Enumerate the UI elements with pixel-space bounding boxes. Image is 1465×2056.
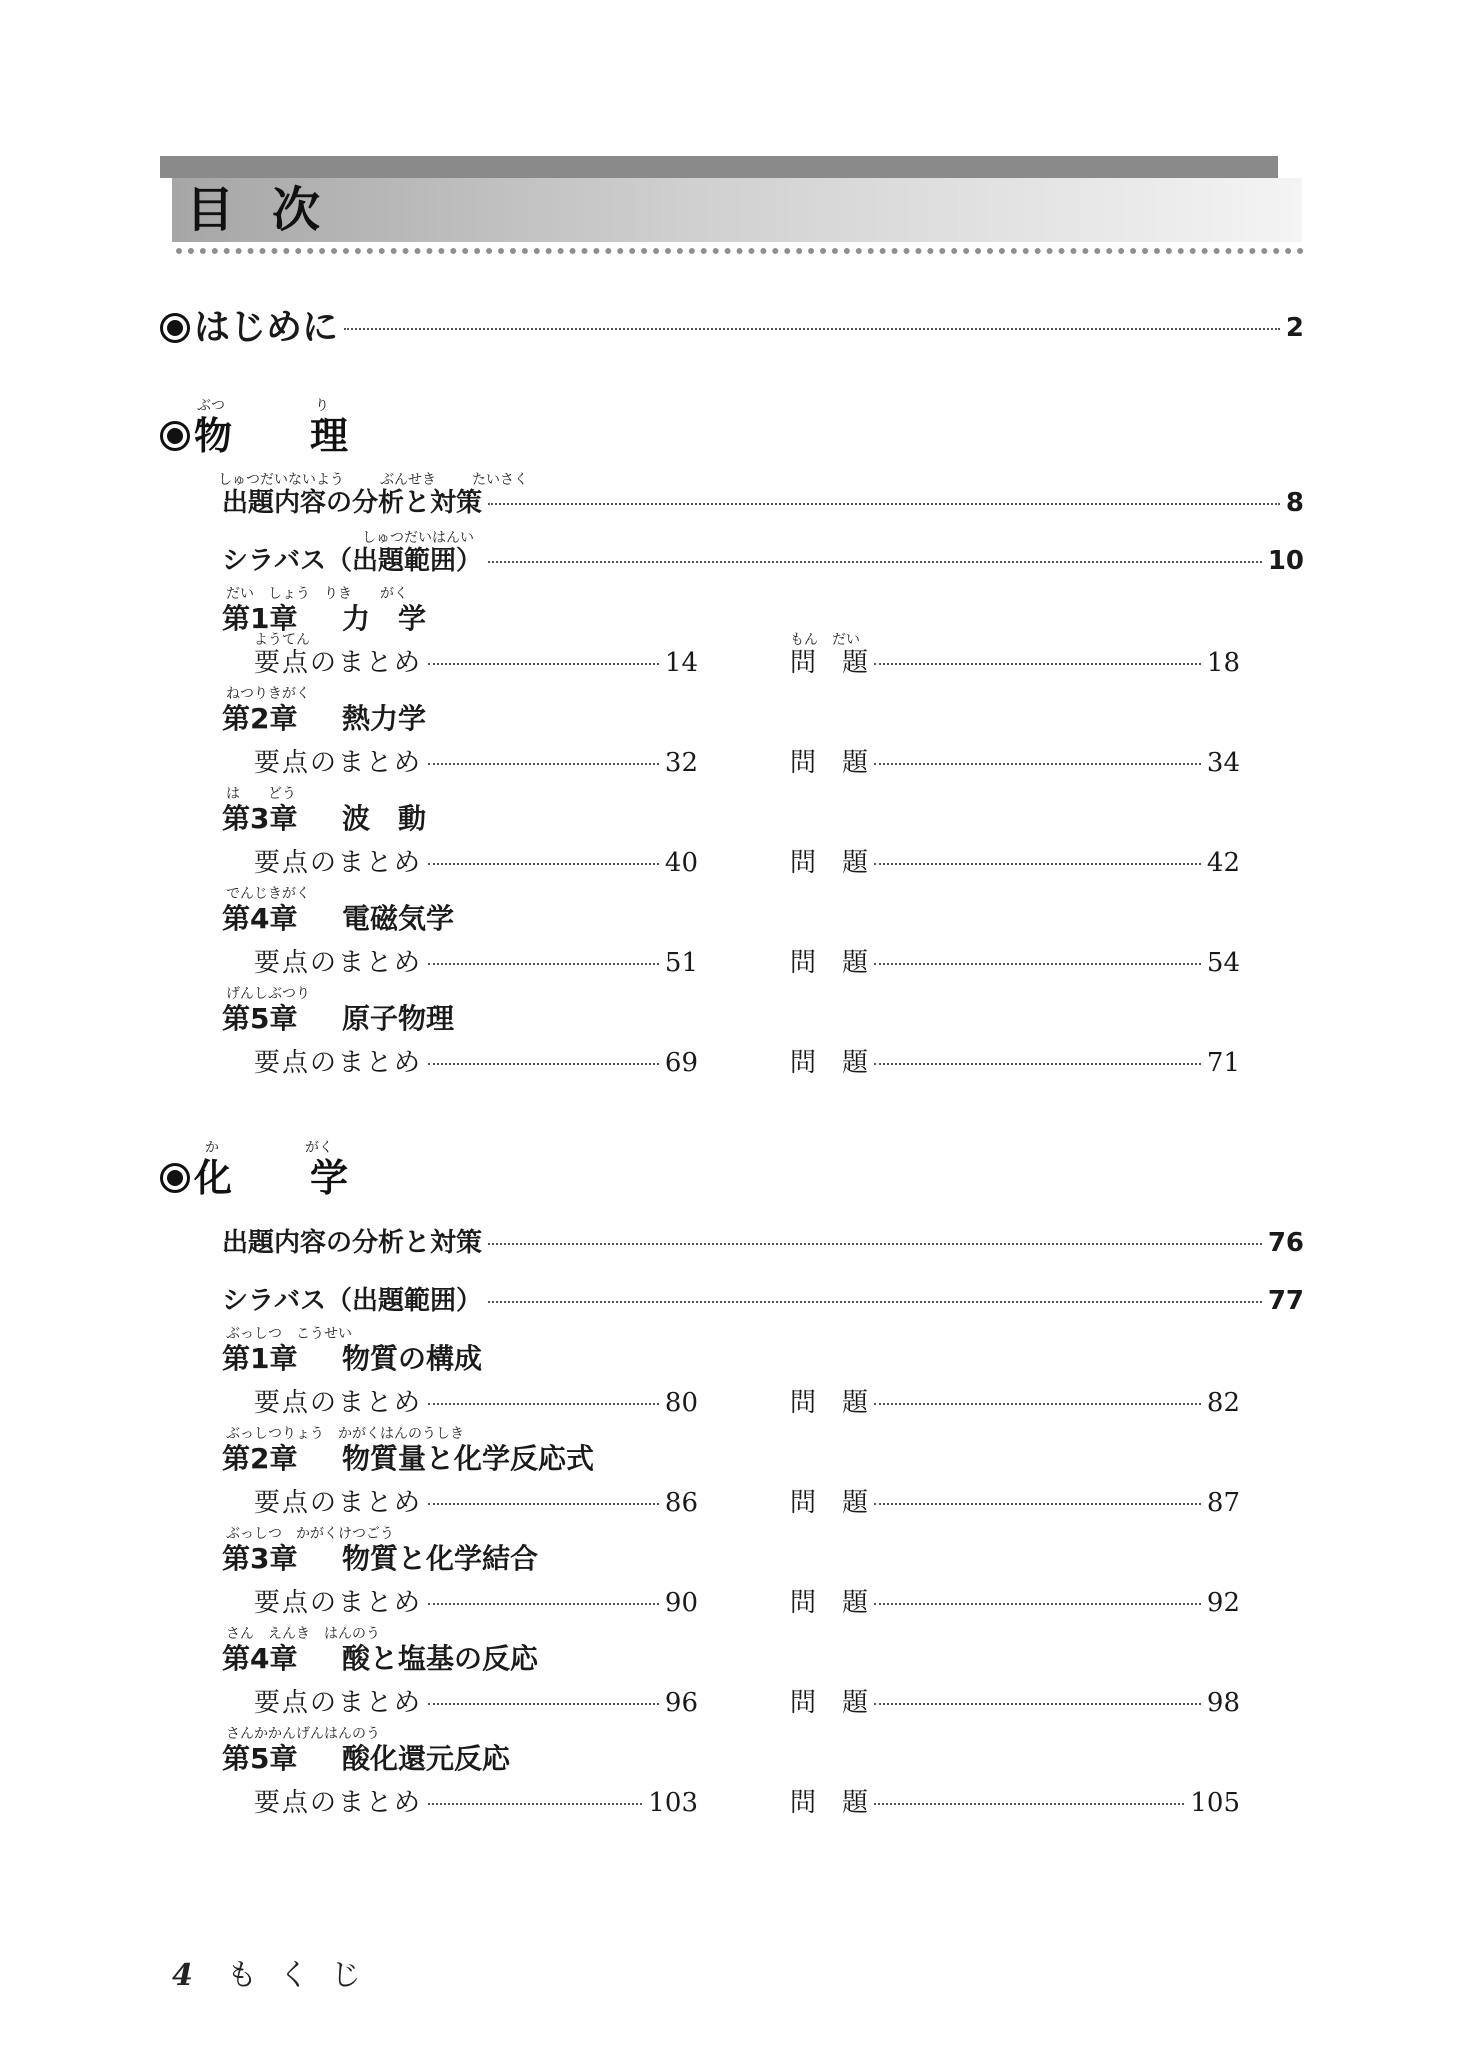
toc-row-summary[interactable] bbox=[254, 1046, 698, 1080]
bullet-icon bbox=[160, 421, 190, 451]
chapter-ruby: は どう bbox=[226, 786, 296, 802]
problems-page: 105 bbox=[1190, 1788, 1240, 1818]
physics-title-ruby-2: り bbox=[315, 398, 329, 414]
summary-page: 80 bbox=[664, 1388, 698, 1418]
toc-row-summary[interactable] bbox=[254, 746, 698, 780]
footer-page-number: 4 bbox=[172, 1958, 193, 1993]
leader-dots bbox=[874, 1063, 1201, 1065]
summary-page: 14 bbox=[664, 648, 698, 678]
chapter-heading bbox=[222, 1742, 510, 1776]
chapter-title: 原子物理 bbox=[342, 1002, 455, 1035]
leader-dots bbox=[874, 963, 1201, 965]
toc-row-problems[interactable] bbox=[790, 646, 1240, 680]
problems-label: 問 題 bbox=[790, 1048, 869, 1078]
summary-page: 32 bbox=[664, 748, 698, 778]
chapter-ruby: ぶっしつ こうせい bbox=[226, 1326, 352, 1342]
leader-dots bbox=[428, 1063, 659, 1065]
leader-dots bbox=[488, 503, 1280, 505]
header-bar bbox=[160, 156, 1278, 178]
leader-dots bbox=[874, 1703, 1201, 1705]
bullet-icon bbox=[160, 1163, 190, 1193]
chem-syllabus-label: シラバス（出題範囲） bbox=[222, 1286, 483, 1316]
chapter-title: 物質と化学結合 bbox=[342, 1542, 539, 1575]
summary-page: 90 bbox=[664, 1588, 698, 1618]
problems-page: 82 bbox=[1206, 1388, 1240, 1418]
leader-dots bbox=[874, 863, 1201, 865]
footer-title: もくじ bbox=[226, 1958, 383, 1993]
chapter-title: 波 動 bbox=[342, 802, 427, 835]
summary-page: 96 bbox=[664, 1688, 698, 1718]
chapter-ruby: だい しょう りき がく bbox=[226, 586, 408, 602]
toc-row-intro[interactable] bbox=[160, 306, 1304, 350]
chapter-number: 第5章 bbox=[222, 1002, 298, 1035]
summary-label: 要点のまとめ bbox=[254, 1688, 423, 1718]
chapter-heading bbox=[222, 602, 426, 636]
leader-dots bbox=[488, 1301, 1262, 1303]
problems-page: 34 bbox=[1206, 748, 1240, 778]
leader-dots bbox=[428, 863, 659, 865]
toc-row-summary[interactable] bbox=[254, 1686, 698, 1720]
leader-dots bbox=[874, 1603, 1201, 1605]
leader-dots bbox=[428, 1703, 659, 1705]
intro-label: はじめに bbox=[194, 307, 339, 348]
leader-dots bbox=[428, 1603, 659, 1605]
chapter-ruby: でんじきがく bbox=[226, 886, 310, 902]
intro-page: 2 bbox=[1285, 313, 1304, 343]
chapter-number: 第2章 bbox=[222, 702, 298, 735]
toc-row-summary[interactable] bbox=[254, 1386, 698, 1420]
toc-row-problems[interactable] bbox=[790, 1786, 1240, 1820]
problems-label: 問 題 bbox=[790, 848, 869, 878]
toc-row-problems[interactable] bbox=[790, 1586, 1240, 1620]
summary-label: 要点のまとめ bbox=[254, 1048, 423, 1078]
summary-label: 要点のまとめ bbox=[254, 748, 423, 778]
problems-label: 問 題 bbox=[790, 1588, 869, 1618]
summary-page: 86 bbox=[664, 1488, 698, 1518]
physics-overview-label: 出題内容の分析と対策 bbox=[222, 488, 483, 518]
chem-overview-page: 76 bbox=[1267, 1228, 1304, 1258]
chem-overview-label: 出題内容の分析と対策 bbox=[222, 1228, 483, 1258]
physics-syllabus-label: シラバス（出題範囲） bbox=[222, 546, 483, 576]
chapter-number: 第3章 bbox=[222, 802, 298, 835]
toc-row-problems[interactable] bbox=[790, 1046, 1240, 1080]
leader-dots bbox=[874, 663, 1201, 665]
chapter-heading bbox=[222, 1542, 538, 1576]
leader-dots bbox=[874, 1403, 1201, 1405]
chapter-ruby: ねつりきがく bbox=[226, 686, 310, 702]
physics-syllabus-ruby: しゅつだいはんい bbox=[362, 530, 474, 546]
toc-row-summary[interactable] bbox=[254, 1786, 698, 1820]
problems-page: 92 bbox=[1206, 1588, 1240, 1618]
problems-label: 問 題 bbox=[790, 1388, 869, 1418]
chem-title-ruby-2: がく bbox=[305, 1140, 333, 1156]
chapter-number: 第4章 bbox=[222, 1642, 298, 1675]
section-physics[interactable] bbox=[160, 414, 368, 458]
chapter-heading bbox=[222, 702, 426, 736]
chem-syllabus-page: 77 bbox=[1267, 1286, 1304, 1316]
chapter-heading bbox=[222, 1442, 594, 1476]
chapter-ruby: さん えんき はんのう bbox=[226, 1626, 380, 1642]
bullet-icon bbox=[160, 313, 190, 343]
problems-page: 98 bbox=[1206, 1688, 1240, 1718]
chapter-heading bbox=[222, 802, 426, 836]
summary-label: 要点のまとめ bbox=[254, 948, 423, 978]
toc-row-physics-syllabus[interactable] bbox=[222, 544, 1304, 578]
chapter-heading bbox=[222, 1002, 454, 1036]
leader-dots bbox=[874, 1803, 1184, 1805]
problems-page: 87 bbox=[1206, 1488, 1240, 1518]
toc-row-summary[interactable] bbox=[254, 946, 698, 980]
toc-row-problems[interactable] bbox=[790, 846, 1240, 880]
problems-ruby: もん だい bbox=[790, 632, 860, 648]
leader-dots bbox=[428, 1803, 642, 1805]
problems-label: 問 題 bbox=[790, 1788, 869, 1818]
summary-label: 要点のまとめ bbox=[254, 848, 423, 878]
chapter-heading bbox=[222, 902, 454, 936]
problems-page: 54 bbox=[1206, 948, 1240, 978]
problems-page: 42 bbox=[1206, 848, 1240, 878]
chapter-heading bbox=[222, 1642, 538, 1676]
problems-label: 問 題 bbox=[790, 748, 869, 778]
leader-dots bbox=[428, 663, 659, 665]
header-dotted-rule bbox=[176, 248, 1304, 254]
leader-dots bbox=[344, 328, 1280, 330]
leader-dots bbox=[874, 1503, 1201, 1505]
chapter-ruby: ぶっしつりょう かがくはんのうしき bbox=[226, 1426, 464, 1442]
toc-row-chem-overview[interactable] bbox=[222, 1226, 1304, 1260]
problems-label: 問 題 bbox=[790, 1488, 869, 1518]
leader-dots bbox=[428, 1503, 659, 1505]
problems-label: 問 題 bbox=[790, 948, 869, 978]
problems-page: 18 bbox=[1206, 648, 1240, 678]
chapter-ruby: げんしぶつり bbox=[226, 986, 310, 1002]
toc-row-physics-overview[interactable] bbox=[222, 486, 1304, 520]
problems-page: 71 bbox=[1206, 1048, 1240, 1078]
chapter-title: 物質量と化学反応式 bbox=[342, 1442, 595, 1475]
page-title: 目次 bbox=[186, 182, 359, 238]
problems-label: 問 題 bbox=[790, 1688, 869, 1718]
physics-syllabus-page: 10 bbox=[1267, 546, 1304, 576]
summary-label: 要点のまとめ bbox=[254, 1388, 423, 1418]
summary-ruby: ようてん bbox=[254, 632, 310, 648]
summary-page: 40 bbox=[664, 848, 698, 878]
chapter-title: 物質の構成 bbox=[342, 1342, 483, 1375]
problems-label: 問 題 bbox=[790, 648, 869, 678]
chapter-title: 電磁気学 bbox=[342, 902, 455, 935]
chemistry-title: 化 学 bbox=[194, 1156, 369, 1200]
toc-row-summary[interactable] bbox=[254, 1486, 698, 1520]
chapter-ruby: さんかかんげんはんのう bbox=[226, 1726, 380, 1742]
chapter-title: 熱力学 bbox=[342, 702, 427, 735]
chapter-heading bbox=[222, 1342, 482, 1376]
chapter-title: 酸と塩基の反応 bbox=[342, 1642, 539, 1675]
physics-overview-ruby: しゅつだいないよう ぶんせき たいさく bbox=[218, 472, 528, 488]
chapter-ruby: ぶっしつ かがくけつごう bbox=[226, 1526, 394, 1542]
leader-dots bbox=[428, 963, 659, 965]
section-chemistry[interactable] bbox=[160, 1156, 368, 1200]
toc-row-problems[interactable] bbox=[790, 1386, 1240, 1420]
leader-dots bbox=[874, 763, 1201, 765]
toc-row-summary[interactable] bbox=[254, 1586, 698, 1620]
toc-row-problems[interactable] bbox=[790, 946, 1240, 980]
summary-page: 51 bbox=[664, 948, 698, 978]
toc-row-chem-syllabus[interactable] bbox=[222, 1284, 1304, 1318]
leader-dots bbox=[488, 561, 1262, 563]
toc-row-summary[interactable] bbox=[254, 846, 698, 880]
leader-dots bbox=[488, 1243, 1262, 1245]
page-footer bbox=[172, 1958, 383, 1994]
summary-page: 69 bbox=[664, 1048, 698, 1078]
summary-label: 要点のまとめ bbox=[254, 648, 423, 678]
chapter-number: 第1章 bbox=[222, 602, 298, 635]
toc-row-problems[interactable] bbox=[790, 746, 1240, 780]
summary-label: 要点のまとめ bbox=[254, 1588, 423, 1618]
leader-dots bbox=[428, 1403, 659, 1405]
chapter-number: 第3章 bbox=[222, 1542, 298, 1575]
physics-title-ruby-1: ぶつ bbox=[197, 398, 225, 414]
chapter-number: 第1章 bbox=[222, 1342, 298, 1375]
physics-overview-page: 8 bbox=[1285, 488, 1304, 518]
toc-row-problems[interactable] bbox=[790, 1686, 1240, 1720]
chapter-number: 第5章 bbox=[222, 1742, 298, 1775]
chapter-number: 第2章 bbox=[222, 1442, 298, 1475]
chem-title-ruby-1: か bbox=[205, 1140, 219, 1156]
physics-title: 物 理 bbox=[194, 414, 369, 458]
chapter-title: 酸化還元反応 bbox=[342, 1742, 511, 1775]
chapter-title: 力 学 bbox=[342, 602, 427, 635]
leader-dots bbox=[428, 763, 659, 765]
summary-page: 103 bbox=[648, 1788, 698, 1818]
summary-label: 要点のまとめ bbox=[254, 1788, 423, 1818]
toc-row-problems[interactable] bbox=[790, 1486, 1240, 1520]
toc-row-summary[interactable] bbox=[254, 646, 698, 680]
chapter-number: 第4章 bbox=[222, 902, 298, 935]
summary-label: 要点のまとめ bbox=[254, 1488, 423, 1518]
